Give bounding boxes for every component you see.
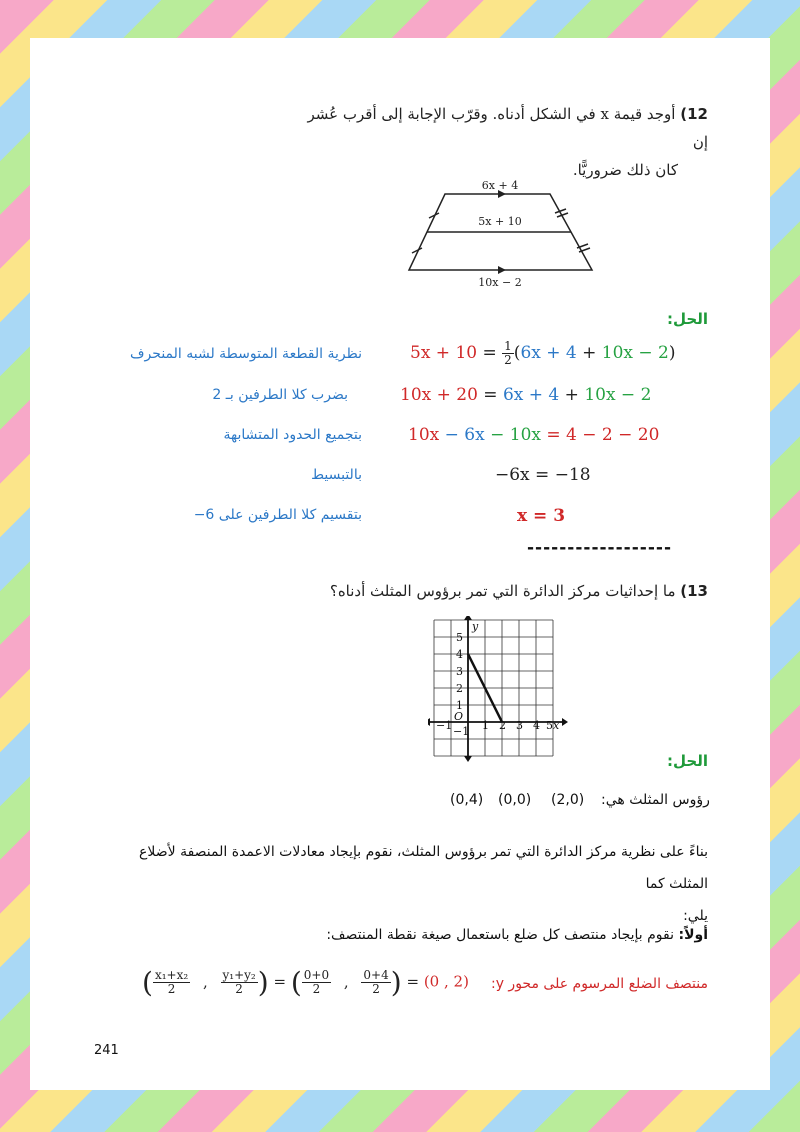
question-number: 13) (680, 582, 708, 600)
step-reason-2: بضرب كلا الطرفين بـ 2 (212, 387, 348, 403)
y-tick: −1 (453, 725, 470, 738)
vertices-line (450, 784, 710, 816)
equation-step-5: x = 3 (517, 506, 566, 526)
midpoint-result: (0 , 2) (423, 972, 469, 991)
trapezoid-figure (400, 178, 600, 293)
question-text: ما إحداثيات مركز الدائرة التي تمر برؤوس المثلث أدناه؟ (329, 582, 676, 600)
vertex: (0,0) (498, 792, 532, 808)
page-number: 241 (94, 1043, 119, 1058)
origin-label: O (454, 710, 464, 723)
y-tick: 5 (456, 631, 463, 644)
vertex: (2,0) (551, 792, 585, 808)
x-tick: 1 (482, 719, 489, 732)
question-13 (258, 577, 708, 605)
x-tick: 4 (533, 719, 540, 732)
step-reason-1: نظرية القطعة المتوسطة لشبه المنحرف (130, 346, 362, 362)
midpoint-formula: ( $\frac{\text{x₁+x₂}}{2}$ , $\frac{\text{y₁+y₂}}{2}$ ) = ( $\frac{0+0}{2}$ , $\frac{0+4}{2}$ ) = (0 , 2) (142, 966, 469, 999)
x-axis-label: x (553, 719, 560, 732)
bottom-base-label: 10x − 2 (478, 276, 522, 289)
paragraph-line1: بناءً على نظرية مركز الدائرة التي تمر برؤوس المثلث، نقوم بإيجاد معادلات الاعمدة المنصفة لأضلاع المثلث كما (139, 844, 708, 892)
dashed-divider: ------------------ (527, 538, 673, 558)
vertices-label: رؤوس المثلث هي: (601, 792, 710, 808)
half-fraction: $\frac{1}{2}$ (504, 339, 512, 367)
question-number: 12) (680, 105, 708, 123)
top-base-label: 6x + 4 (481, 179, 519, 192)
eq1-lhs: 5x + 10 (410, 343, 478, 363)
first-step-text: نقوم بإيجاد منتصف كل ضلع باستعمال صيغة نقطة المنتصف: (326, 927, 679, 943)
grid-lines (434, 620, 553, 756)
x-tick: 3 (516, 719, 523, 732)
x-tick: 5 (546, 719, 553, 732)
question-text-line1: أوجد قيمة x في الشكل أدناه. وقرّب الإجابة إلى أقرب عُشر إن (307, 105, 708, 151)
step-reason-4: بالتبسيط (311, 467, 362, 483)
y-tick: 4 (456, 648, 463, 661)
equation-step-2: 10x + 20 = 6x + 4 + 10x − 2 (400, 385, 652, 405)
question-12 (288, 100, 708, 184)
paragraph-line2: يلي: (683, 908, 708, 924)
y-tick: 1 (456, 699, 463, 712)
equation-step-3: 10x − 6x − 10x = 4 − 2 − 20 (408, 425, 660, 445)
x-tick: −1 (436, 719, 453, 732)
step-reason-5: بتقسيم كلا الطرفين على 6− (193, 507, 362, 523)
y-axis-label: y (472, 620, 479, 633)
vertex: (0,4) (450, 792, 484, 808)
arrow-bottom (498, 266, 506, 274)
x-tick: 2 (499, 719, 506, 732)
y-tick: 2 (456, 682, 463, 695)
equation-step-1: 5x + 10 = $\frac{1}{2}$ (6x + 4 + 10x − 2) (410, 339, 676, 367)
solution-label-2: الحل: (667, 752, 708, 770)
worksheet-page (30, 38, 770, 1090)
coordinate-grid-figure (428, 616, 568, 766)
solution-label: الحل: (667, 310, 708, 328)
step-reason-3: بتجميع الحدود المتشابهة (223, 427, 362, 443)
midsegment-label: 5x + 10 (478, 215, 522, 228)
midpoint-label: منتصف الضلع المرسوم على محور y: (490, 976, 708, 992)
theorem-paragraph (98, 836, 708, 932)
first-step-line (98, 919, 708, 951)
first-step-heading: أولاً: (678, 927, 708, 943)
question-text-line2: كان ذلك ضروريًّا. (572, 161, 678, 179)
y-tick: 3 (456, 665, 463, 678)
equation-step-4: −6x = −18 (495, 465, 591, 485)
